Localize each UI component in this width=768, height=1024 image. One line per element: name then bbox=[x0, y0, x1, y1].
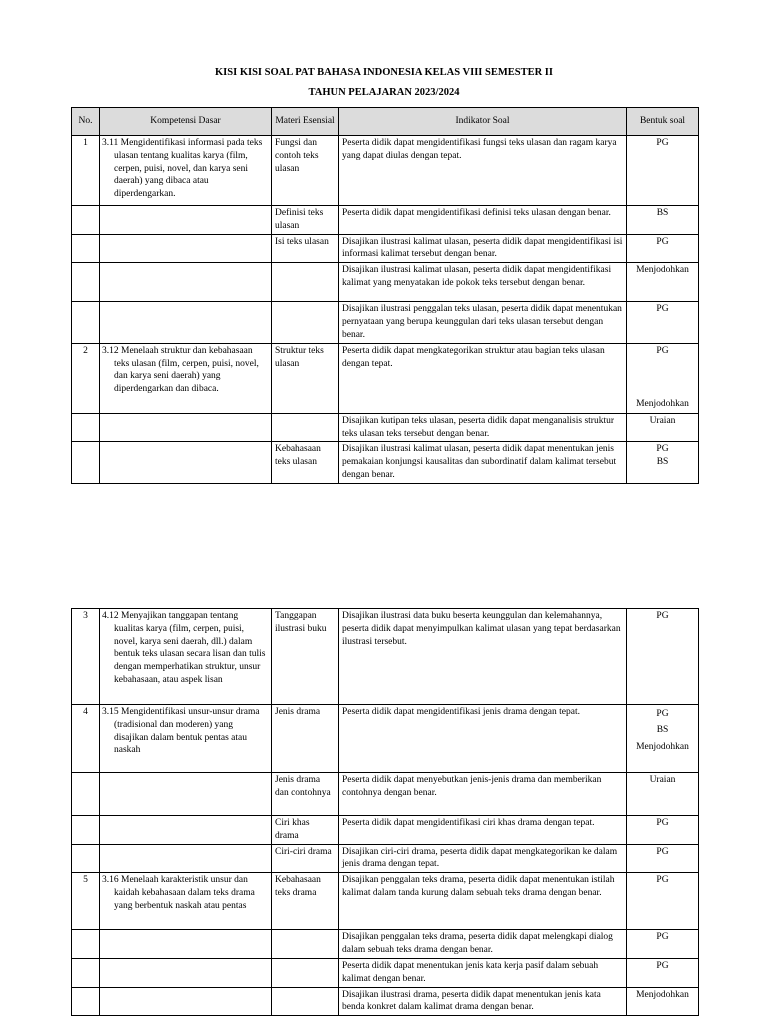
header-indikator-soal: Indikator Soal bbox=[339, 108, 627, 136]
cell-indikator: Peserta didik dapat mengidentifikasi ciri khas drama dengan tepat. bbox=[339, 816, 627, 845]
cell-materi: Struktur teks ulasan bbox=[272, 343, 339, 413]
cell-no: 3 bbox=[72, 609, 100, 705]
cell-no bbox=[72, 958, 100, 987]
table-row bbox=[72, 302, 699, 343]
cell-materi: Jenis drama bbox=[272, 705, 339, 773]
cell-kompetensi-dasar bbox=[100, 958, 272, 987]
cell-bentuk bbox=[627, 343, 699, 413]
table-row bbox=[72, 609, 699, 705]
cell-indikator: Peserta didik dapat mengkategorikan struktur atau bagian teks ulasan dengan tepat. bbox=[339, 343, 627, 413]
table-row bbox=[72, 773, 699, 816]
cell-bentuk: PG bbox=[627, 302, 699, 343]
cell-no bbox=[72, 206, 100, 235]
cell-bentuk: PG bbox=[627, 234, 699, 263]
cell-no bbox=[72, 773, 100, 816]
header-kompetensi-dasar: Kompetensi Dasar bbox=[100, 108, 272, 136]
cell-kompetensi-dasar bbox=[100, 413, 272, 442]
cell-materi: Kebahasaan teks drama bbox=[272, 873, 339, 930]
cell-indikator: Disajikan ciri-ciri drama, peserta didik dapat mengkategorikan ke dalam jenis drama dengan tepat. bbox=[339, 844, 627, 873]
bentuk-value: BS bbox=[656, 457, 669, 468]
cell-kompetensi-dasar bbox=[100, 816, 272, 845]
table-row bbox=[72, 816, 699, 845]
cell-materi bbox=[272, 930, 339, 959]
cell-kompetensi-dasar bbox=[100, 844, 272, 873]
cell-indikator: Disajikan kutipan teks ulasan, peserta didik dapat menganalisis struktur teks ulasan teks tersebut dengan benar. bbox=[339, 413, 627, 442]
cell-bentuk: Uraian bbox=[627, 413, 699, 442]
cell-indikator: Disajikan ilustrasi kalimat ulasan, peserta didik dapat menentukan jenis pemakaian konjungsi kausalitas dan subordinatif dalam kalimat tersebut dengan benar. bbox=[339, 442, 627, 483]
table-row bbox=[72, 413, 699, 442]
cell-no bbox=[72, 844, 100, 873]
cell-kompetensi-dasar bbox=[100, 234, 272, 263]
cell-materi bbox=[272, 302, 339, 343]
bentuk-value: PG bbox=[656, 444, 669, 455]
table-row bbox=[72, 343, 699, 413]
table-row bbox=[72, 136, 699, 206]
table-header-row bbox=[72, 108, 699, 136]
cell-kompetensi-dasar bbox=[100, 206, 272, 235]
cell-bentuk: PG bbox=[627, 844, 699, 873]
cell-materi: Ciri khas drama bbox=[272, 816, 339, 845]
cell-no: 1 bbox=[72, 136, 100, 206]
document-subtitle: TAHUN PELAJARAN 2023/2024 bbox=[308, 87, 460, 98]
cell-no bbox=[72, 930, 100, 959]
cell-indikator: Peserta didik dapat menentukan jenis kata kerja pasif dalam sebuah kalimat dengan benar. bbox=[339, 958, 627, 987]
cell-bentuk: Menjodohkan bbox=[627, 263, 699, 302]
table-row bbox=[72, 873, 699, 930]
cell-materi bbox=[272, 263, 339, 302]
table-row bbox=[72, 234, 699, 263]
table-row bbox=[72, 958, 699, 987]
cell-materi: Fungsi dan contoh teks ulasan bbox=[272, 136, 339, 206]
cell-materi: Tanggapan ilustrasi buku bbox=[272, 609, 339, 705]
cell-kompetensi-dasar bbox=[100, 930, 272, 959]
cell-bentuk: PG bbox=[627, 609, 699, 705]
kisi-table-part-1 bbox=[71, 107, 699, 484]
cell-indikator: Peserta didik dapat mengidentifikasi jenis drama dengan tepat. bbox=[339, 705, 627, 773]
bentuk-value: Menjodohkan bbox=[636, 398, 689, 409]
cell-bentuk: Uraian bbox=[627, 773, 699, 816]
cell-indikator: Disajikan ilustrasi kalimat ulasan, peserta didik dapat mengidentifikasi isi informasi kalimat tersebut dengan benar. bbox=[339, 234, 627, 263]
cell-bentuk: PG bbox=[627, 873, 699, 930]
cell-materi: Isi teks ulasan bbox=[272, 234, 339, 263]
cell-materi bbox=[272, 987, 339, 1016]
table-row bbox=[72, 930, 699, 959]
cell-no bbox=[72, 442, 100, 483]
cell-no: 4 bbox=[72, 705, 100, 773]
cell-kompetensi-dasar: 3.12 Menelaah struktur dan kebahasaan teks ulasan (film, cerpen, puisi, novel, dan karya seni daerah) yang diperdengarkan dan dibaca. bbox=[100, 343, 272, 413]
header-bentuk-soal: Bentuk soal bbox=[627, 108, 699, 136]
cell-no bbox=[72, 987, 100, 1016]
cell-no: 5 bbox=[72, 873, 100, 930]
cell-bentuk: PG bbox=[627, 930, 699, 959]
cell-no bbox=[72, 413, 100, 442]
cell-materi: Definisi teks ulasan bbox=[272, 206, 339, 235]
cell-bentuk: PG bbox=[627, 816, 699, 845]
cell-no: 2 bbox=[72, 343, 100, 413]
table-row bbox=[72, 442, 699, 483]
cell-indikator: Disajikan ilustrasi data buku beserta keunggulan dan kelemahannya, peserta didik dapat menyimpulkan kalimat ulasan yang tepat berdasarkan ilustrasi tersebut. bbox=[339, 609, 627, 705]
cell-no bbox=[72, 263, 100, 302]
header-materi-esensial: Materi Esensial bbox=[272, 108, 339, 136]
table-row bbox=[72, 263, 699, 302]
cell-kompetensi-dasar bbox=[100, 263, 272, 302]
cell-bentuk bbox=[627, 705, 699, 773]
cell-bentuk: PG bbox=[627, 136, 699, 206]
cell-indikator: Disajikan penggalan teks drama, peserta didik dapat melengkapi dialog dalam sebuah teks drama dengan benar. bbox=[339, 930, 627, 959]
cell-indikator: Disajikan penggalan teks drama, peserta didik dapat menentukan istilah kalimat dalam tanda kurung dalam sebuah teks drama dengan benar. bbox=[339, 873, 627, 930]
table-row bbox=[72, 844, 699, 873]
cell-bentuk bbox=[627, 442, 699, 483]
cell-bentuk: BS bbox=[627, 206, 699, 235]
bentuk-value: BS bbox=[656, 725, 669, 736]
table-row bbox=[72, 206, 699, 235]
cell-indikator: Disajikan ilustrasi penggalan teks ulasan, peserta didik dapat menentukan pernyataan yang berupa keunggulan dari teks ulasan tersebut dengan benar. bbox=[339, 302, 627, 343]
cell-kompetensi-dasar bbox=[100, 442, 272, 483]
cell-kompetensi-dasar: 3.11 Mengidentifikasi informasi pada teks ulasan tentang kualitas karya (film, cerpen, puisi, novel, dan karya seni daerah) yang dibaca atau diperdengarkan. bbox=[100, 136, 272, 206]
document-title: KISI KISI SOAL PAT BAHASA INDONESIA KELAS VIII SEMESTER II bbox=[215, 67, 553, 78]
cell-kompetensi-dasar bbox=[100, 987, 272, 1016]
bentuk-value: Menjodohkan bbox=[636, 741, 689, 752]
cell-indikator: Peserta didik dapat menyebutkan jenis-jenis drama dan memberikan contohnya dengan benar. bbox=[339, 773, 627, 816]
header-no: No. bbox=[72, 108, 100, 136]
kisi-table-part-2 bbox=[71, 608, 699, 1016]
table-row bbox=[72, 987, 699, 1016]
cell-bentuk: Menjodohkan bbox=[627, 987, 699, 1016]
cell-kompetensi-dasar bbox=[100, 302, 272, 343]
cell-kompetensi-dasar: 4.12 Menyajikan tanggapan tentang kualitas karya (film, cerpen, puisi, novel, karya seni daerah, dll.) dalam bentuk teks ulasan secara lisan dan tulis dengan memperhatikan struktur, unsur kebahasaan, atau aspek lisan bbox=[100, 609, 272, 705]
cell-bentuk: PG bbox=[627, 958, 699, 987]
cell-kompetensi-dasar: 3.16 Menelaah karakteristik unsur dan kaidah kebahasaan dalam teks drama yang berbentuk naskah atau pentas bbox=[100, 873, 272, 930]
cell-kompetensi-dasar: 3.15 Mengidentifikasi unsur-unsur drama (tradisional dan moderen) yang disajikan dalam bentuk pentas atau naskah bbox=[100, 705, 272, 773]
cell-materi bbox=[272, 958, 339, 987]
cell-materi: Kebahasaan teks ulasan bbox=[272, 442, 339, 483]
bentuk-value: PG bbox=[656, 345, 669, 356]
cell-indikator: Peserta didik dapat mengidentifikasi fungsi teks ulasan dan ragam karya yang dapat diulas dengan tepat. bbox=[339, 136, 627, 206]
cell-materi bbox=[272, 413, 339, 442]
cell-no bbox=[72, 816, 100, 845]
cell-materi: Ciri-ciri drama bbox=[272, 844, 339, 873]
cell-no bbox=[72, 234, 100, 263]
cell-materi: Jenis drama dan contohnya bbox=[272, 773, 339, 816]
cell-indikator: Disajikan ilustrasi drama, peserta didik dapat menentukan jenis kata benda konkret dalam kalimat drama dengan benar. bbox=[339, 987, 627, 1016]
cell-no bbox=[72, 302, 100, 343]
table-row bbox=[72, 705, 699, 773]
bentuk-value: PG bbox=[656, 709, 669, 719]
cell-indikator: Peserta didik dapat mengidentifikasi definisi teks ulasan dengan benar. bbox=[339, 206, 627, 235]
cell-indikator: Disajikan ilustrasi kalimat ulasan, peserta didik dapat mengidentifikasi kalimat yang menyatakan ide pokok teks tersebut dengan benar. bbox=[339, 263, 627, 302]
cell-kompetensi-dasar bbox=[100, 773, 272, 816]
